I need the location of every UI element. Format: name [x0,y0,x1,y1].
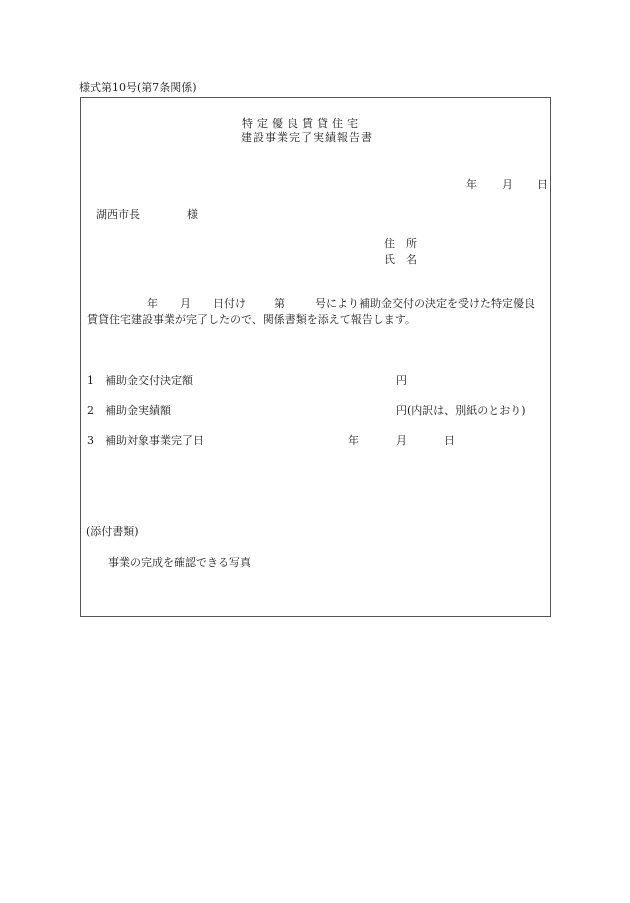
addressee-honorific: 様 [187,208,198,221]
item-3-month: 月 [396,434,407,447]
date-month: 月 [502,178,513,191]
body-line-2: 賃貸住宅建設事業が完了したので、関係書類を添えて報告します。 [87,313,416,326]
item-3-day: 日 [444,434,455,447]
body-dated: 日付け [213,297,246,310]
title-line-2: 建設事業完了実績報告書 [241,131,373,144]
item-1-value: 円 [396,374,407,387]
item-3-year: 年 [348,434,359,447]
form-number: 様式第10号(第7条関係) [79,81,197,94]
item-2-value: 円(内訳は、別紙のとおり) [396,404,526,417]
body-year: 年 [147,297,158,310]
name-label: 氏 名 [384,253,417,266]
date-day: 日 [537,178,548,191]
item-1-label: 1 補助金交付決定額 [87,374,193,387]
form-frame [80,97,551,617]
attachment-item: 事業の完成を確認できる写真 [108,556,251,569]
body-month: 月 [180,297,191,310]
address-label: 住 所 [384,237,417,250]
item-3-label: 3 補助対象事業完了日 [87,434,204,447]
title-line-1: 特定優良賃貸住宅 [242,117,362,130]
item-2-label: 2 補助金実績額 [87,404,171,417]
attachments-heading: (添付書類) [86,525,139,538]
date-year: 年 [466,178,477,191]
addressee-name: 湖西市長 [96,208,140,221]
body-line-1-rest: 号により補助金交付の決定を受けた特定優良 [315,297,535,310]
body-number-prefix: 第 [274,297,285,310]
